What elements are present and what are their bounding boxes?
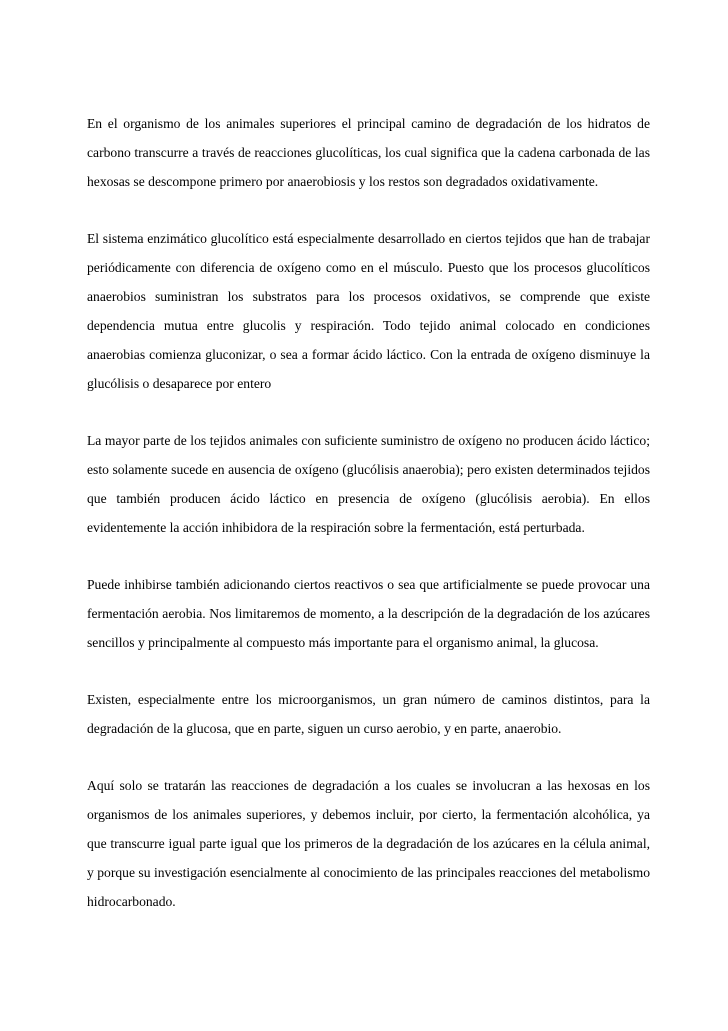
paragraph-3: La mayor parte de los tejidos animales con suficiente suministro de oxígeno no producen ácido láctico; esto solamente sucede en ausencia de oxígeno (glucólisis anaerobia); pero existen determinados tejidos que también producen ácido láctico en presencia de oxígeno (glucólisis aerobia). En ellos evidentemente la acción inhibidora de la respiración sobre la fermentación, está perturbada.	[87, 433, 650, 535]
paragraph-1: En el organismo de los animales superiores el principal camino de degradación de los hidratos de carbono transcurre a través de reacciones glucolíticas, los cual significa que la cadena carbonada de las hexosas se descompone primero por anaerobiosis y los restos son degradados oxidativamente.	[87, 116, 650, 189]
paragraph-6: Aquí solo se tratarán las reacciones de degradación a los cuales se involucran a las hexosas en los organismos de los animales superiores, y debemos incluir, por cierto, la fermentación alcohólica, ya que transcurre igual parte igual que los primeros de la degradación de los azúcares en la célula animal, y porque su investigación esencialmente al conocimiento de las principales reacciones del metabolismo hidrocarbonado.	[87, 778, 650, 909]
document-body	[87, 109, 650, 916]
paragraph-4: Puede inhibirse también adicionando ciertos reactivos o sea que artificialmente se puede provocar una fermentación aerobia. Nos limitaremos de momento, a la descripción de la degradación de los azúcares sencillos y principalmente al compuesto más importante para el organismo animal, la glucosa.	[87, 577, 650, 650]
paragraph-2: El sistema enzimático glucolítico está especialmente desarrollado en ciertos tejidos que han de trabajar periódicamente con diferencia de oxígeno como en el músculo. Puesto que los procesos glucolíticos anaerobios suministran los substratos para los procesos oxidativos, se comprende que existe dependencia mutua entre glucolis y respiración. Todo tejido animal colocado en condiciones anaerobias comienza gluconizar, o sea a formar ácido láctico. Con la entrada de oxígeno disminuye la glucólisis o desaparece por entero	[87, 231, 650, 391]
paragraph-5: Existen, especialmente entre los microorganismos, un gran número de caminos distintos, para la degradación de la glucosa, que en parte, siguen un curso aerobio, y en parte, anaerobio.	[87, 692, 650, 736]
